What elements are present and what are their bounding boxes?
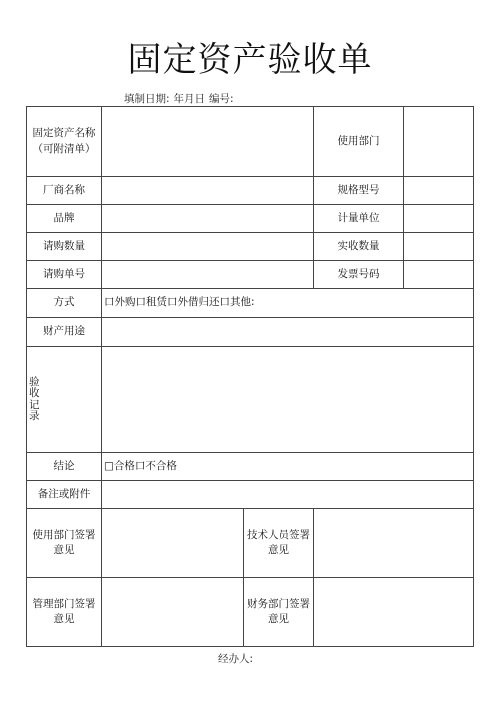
requisition-number-value[interactable]	[102, 261, 314, 289]
tech-staff-opinion-line1: 技术人员签署	[247, 528, 310, 541]
brand-label: 品牌	[27, 205, 102, 233]
purchase-quantity-value[interactable]	[102, 233, 314, 261]
row-acceptance-record	[27, 347, 474, 453]
finance-dept-opinion-line1: 财务部门签署	[247, 597, 310, 610]
using-department-label: 使用部门	[314, 107, 404, 177]
asset-name-label	[27, 107, 102, 177]
date-units: 年月日	[173, 93, 206, 105]
finance-dept-opinion-line2: 意见	[268, 613, 289, 625]
acceptance-record-value[interactable]	[102, 347, 474, 453]
using-dept-opinion-line2: 意见	[53, 544, 75, 556]
row-conclusion	[27, 453, 474, 481]
tech-staff-opinion-value[interactable]	[314, 509, 474, 578]
acceptance-record-label	[27, 347, 102, 453]
form-meta-line	[124, 91, 234, 106]
row-quantity	[27, 233, 474, 261]
received-quantity-value[interactable]	[404, 233, 474, 261]
mgmt-dept-opinion-value[interactable]	[102, 578, 244, 647]
remarks-label: 备注或附件	[27, 481, 102, 509]
serial-label: 编号:	[209, 93, 234, 105]
asset-usage-label: 财产用途	[27, 318, 102, 347]
asset-usage-value[interactable]	[102, 318, 474, 347]
asset-name-value[interactable]	[102, 107, 314, 177]
tech-staff-opinion-line2: 意见	[268, 544, 289, 556]
tech-staff-opinion-label	[244, 509, 314, 578]
row-remarks	[27, 481, 474, 509]
row-manufacturer	[27, 177, 474, 205]
remarks-value[interactable]	[102, 481, 474, 509]
asset-name-note: （可附清单）	[32, 142, 96, 155]
form-title: 固定资产验收单	[127, 40, 373, 80]
measurement-unit-value[interactable]	[404, 205, 474, 233]
using-department-value[interactable]	[404, 107, 474, 177]
handler-label: 经办人:	[218, 653, 254, 665]
invoice-number-value[interactable]	[404, 261, 474, 289]
method-label: 方式	[27, 289, 102, 318]
asset-name-text: 固定资产名称	[32, 127, 96, 140]
brand-value[interactable]	[102, 205, 314, 233]
using-dept-opinion-label	[27, 509, 102, 578]
conclusion-label: 结论	[27, 453, 102, 481]
finance-dept-opinion-value[interactable]	[314, 578, 474, 647]
mgmt-dept-opinion-label	[27, 578, 102, 647]
model-spec-label: 规格型号	[314, 177, 404, 205]
method-options[interactable]: 口外购口租赁口外借归还口其他:	[102, 289, 474, 318]
row-opinions-1	[27, 509, 474, 578]
row-asset-usage	[27, 318, 474, 347]
mgmt-dept-opinion-line1: 管理部门签署	[32, 597, 96, 610]
purchase-quantity-label: 请购数量	[27, 233, 102, 261]
acceptance-form-table	[26, 106, 474, 647]
row-numbers	[27, 261, 474, 289]
fill-date-label: 填制日期:	[124, 93, 170, 105]
invoice-number-label: 发票号码	[314, 261, 404, 289]
manufacturer-value[interactable]	[102, 177, 314, 205]
row-opinions-2	[27, 578, 474, 647]
measurement-unit-label: 计量单位	[314, 205, 404, 233]
model-spec-value[interactable]	[404, 177, 474, 205]
mgmt-dept-opinion-line2: 意见	[53, 613, 75, 625]
row-method	[27, 289, 474, 318]
finance-dept-opinion-label	[244, 578, 314, 647]
row-brand	[27, 205, 474, 233]
using-dept-opinion-line1: 使用部门签署	[32, 528, 96, 541]
received-quantity-label: 实收数量	[314, 233, 404, 261]
acceptance-record-text: 验收记录	[29, 376, 40, 422]
requisition-number-label: 请购单号	[27, 261, 102, 289]
conclusion-options[interactable]: □合格口不合格	[102, 453, 474, 481]
row-asset-name	[27, 107, 474, 177]
using-dept-opinion-value[interactable]	[102, 509, 244, 578]
manufacturer-label: 厂商名称	[27, 177, 102, 205]
